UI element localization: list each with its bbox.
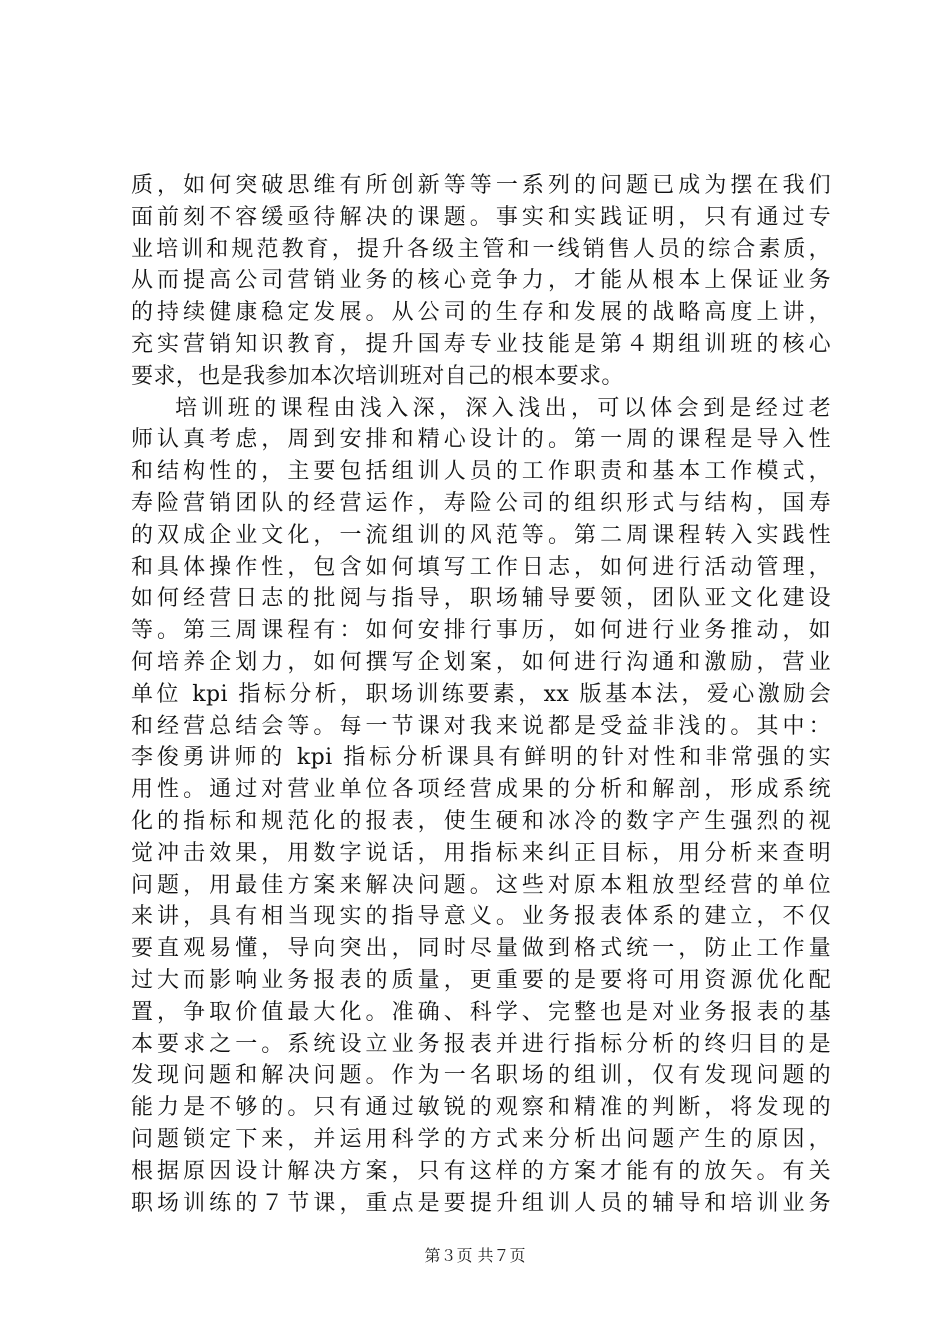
document-body xyxy=(131,170,831,1219)
text-line: 的持续健康稳定发展。从公司的生存和发展的战略高度上讲， xyxy=(131,300,831,326)
text-line: 何培养企划力，如何撰写企划案，如何进行沟通和激励，营业 xyxy=(131,649,831,675)
text-line: 用性。通过对营业单位各项经营成果的分析和解剖，形成系统 xyxy=(131,777,831,803)
text-line: 问题锁定下来，并运用科学的方式来分析出问题产生的原因， xyxy=(131,1126,831,1152)
text-line: 化的指标和规范化的报表，使生硬和冰冷的数字产生强烈的视 xyxy=(131,808,831,834)
paragraph-1 xyxy=(131,170,831,393)
text-line: 发现问题和解决问题。作为一名职场的组训，仅有发现问题的 xyxy=(131,1063,831,1089)
text-line: 根据原因设计解决方案，只有这样的方案才能有的放矢。有关 xyxy=(131,1158,831,1184)
text-line: 能力是不够的。只有通过敏锐的观察和精准的判断，将发现的 xyxy=(131,1095,831,1121)
text-line: 如何经营日志的批阅与指导，职场辅导要领，团队亚文化建设 xyxy=(131,586,831,612)
page-footer: 第３页 共７页 xyxy=(424,1246,526,1265)
text-line: 李俊勇讲师的 kpi 指标分析课具有鲜明的针对性和非常强的实 xyxy=(131,745,831,771)
text-line: 和具体操作性，包含如何填写工作日志，如何进行活动管理， xyxy=(131,554,831,580)
text-line: 寿险营销团队的经营运作，寿险公司的组织形式与结构，国寿 xyxy=(131,490,831,516)
text-line: 质，如何突破思维有所创新等等一系列的问题已成为摆在我们 xyxy=(131,173,831,198)
text-line: 等。第三周课程有：如何安排行事历，如何进行业务推动，如 xyxy=(131,618,831,644)
text-line: 的双成企业文化，一流组训的风范等。第二周课程转入实践性 xyxy=(131,522,831,548)
text-line: 来讲，具有相当现实的指导意义。业务报表体系的建立，不仅 xyxy=(131,904,831,930)
text-line: 单位 kpi 指标分析，职场训练要素，xx 版基本法，爱心激励会 xyxy=(131,681,831,707)
text-line: 和经营总结会等。每一节课对我来说都是受益非浅的。其中： xyxy=(131,713,831,739)
text-line: 师认真考虑，周到安排和精心设计的。第一周的课程是导入性 xyxy=(131,427,831,453)
text-line: 置，争取价值最大化。准确、科学、完整也是对业务报表的基 xyxy=(131,999,831,1025)
text-line: 充实营销知识教育，提升国寿专业技能是第４期组训班的核心 xyxy=(131,331,831,357)
text-line: 本要求之一。系统设立业务报表并进行指标分析的终归目的是 xyxy=(131,1031,831,1057)
text-line: 从而提高公司营销业务的核心竞争力，才能从根本上保证业务 xyxy=(131,268,831,294)
text-line: 觉冲击效果，用数字说话，用指标来纠正目标，用分析来查明 xyxy=(131,840,831,866)
text-line: 面前刻不容缓亟待解决的课题。事实和实践证明，只有通过专 xyxy=(131,204,831,230)
text-line: 培训班的课程由浅入深，深入浅出，可以体会到是经过老 xyxy=(175,395,831,421)
text-line: 业培训和规范教育，提升各级主管和一线销售人员的综合素质， xyxy=(131,236,831,262)
text-line: 要求，也是我参加本次培训班对自己的根本要求。 xyxy=(131,363,624,389)
text-line: 过大而影响业务报表的质量，更重要的是要将可用资源优化配 xyxy=(131,967,831,993)
paragraph-2 xyxy=(131,393,831,1220)
text-line: 职场训练的７节课，重点是要提升组训人员的辅导和培训业务 xyxy=(131,1190,831,1216)
text-line: 问题，用最佳方案来解决问题。这些对原本粗放型经营的单位 xyxy=(131,872,831,898)
text-line: 要直观易懂，导向突出，同时尽量做到格式统一，防止工作量 xyxy=(131,936,831,962)
text-line: 和结构性的，主要包括组训人员的工作职责和基本工作模式， xyxy=(131,459,831,485)
